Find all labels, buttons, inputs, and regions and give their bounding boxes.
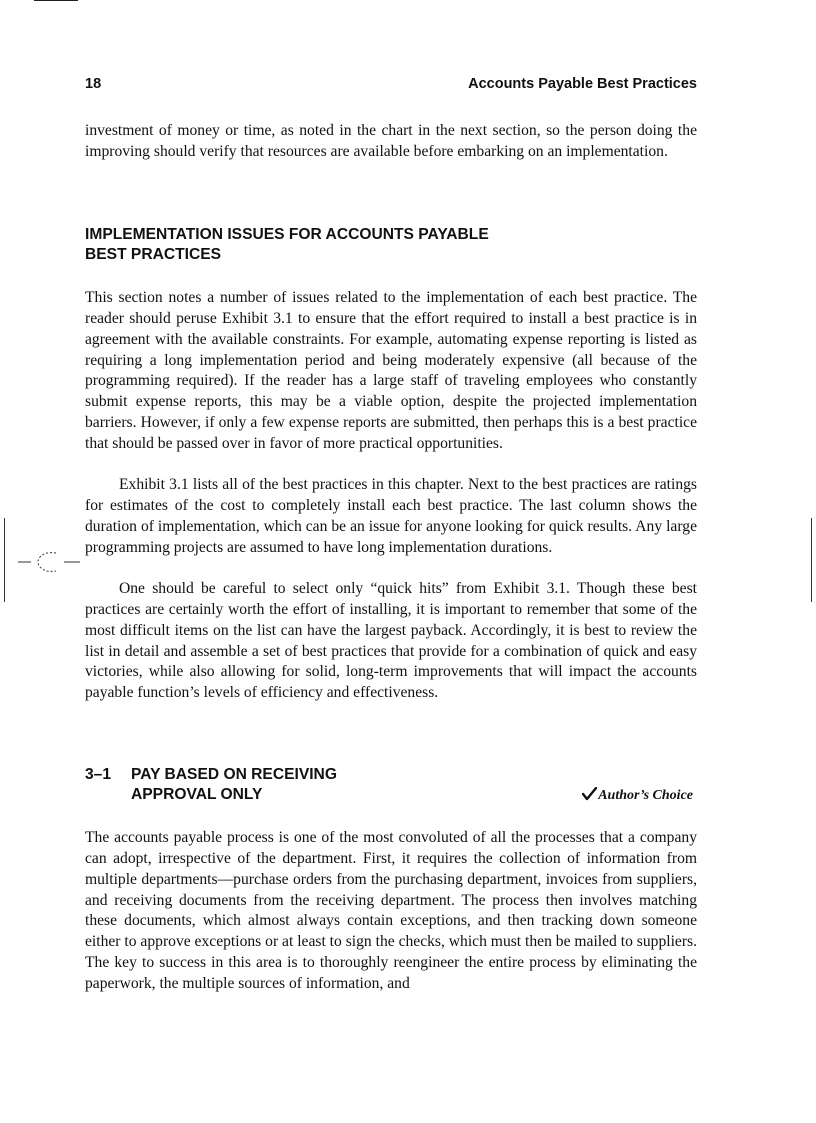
authors-choice-label: Author’s Choice [598,788,693,803]
check-icon [582,787,597,801]
section-3-1-heading [85,765,697,807]
implementation-paragraph-2: Exhibit 3.1 lists all of the best practices in this chapter. Next to the best practices are ratings for estimates of the cost to completely install each best practice. The last column shows the duration of implementation, which can be an issue for anyone looking for quick results. Any large programming projects are assumed to have long implementation durations. [85,476,697,556]
book-title: Accounts Payable Best Practices [468,76,697,92]
implementation-heading-line1: IMPLEMENTATION ISSUES FOR ACCOUNTS PAYABLE [85,226,489,243]
continuation-paragraph: investment of money or time, as noted in the chart in the next section, so the person doing the improving should verify that resources are available before embarking on an implementation. [85,122,697,160]
page-number: 18 [85,76,102,92]
section-title [131,765,431,805]
implementation-paragraph-3: One should be careful to select only “quick hits” from Exhibit 3.1. Though these best practices are certainly worth the effort of installing, it is important to remember that some of the most difficult items on the list can have the largest payback. Accordingly, it is best to review the list in detail and assemble a set of best practices that provide for a combination of quick and easy victories, while also allowing for solid, long-term improvements that will impact the accounts payable function’s levels of efficiency and effectiveness. [85,580,697,702]
section-title-line2: APPROVAL ONLY [131,786,263,803]
implementation-heading-line2: BEST PRACTICES [85,246,222,263]
right-margin-mark [811,518,812,602]
top-rule [34,0,78,1]
section-3-1-paragraph: The accounts payable process is one of the most convoluted of all the processes that a company can adopt, irrespective of the department. First, it requires the collection of information from multiple departments—purchase orders from the purchasing department, invoices from suppliers, and receiving documents from the receiving department. The process then involves matching these documents, which almost always contain exceptions, and then tracking down someone either to approve exceptions or at least to sign the checks, which must then be mailed to suppliers. The key to success in this area is to thoroughly reengineer the entire process by eliminating the paperwork, the multiple sources of information, and [85,829,697,992]
running-head [85,76,697,94]
authors-choice-badge [582,786,693,806]
section-number: 3–1 [85,766,112,783]
implementation-paragraph-1: This section notes a number of issues related to the implementation of each best practice. The reader should peruse Exhibit 3.1 to ensure that the effort required to install a best practice is in agreement with the available constraints. For example, automating expense reporting is listed as requiring a long implementation period and being moderately expensive (all because of the programming required). If the reader has a large staff of traveling employees who constantly submit expense reports, this may be a viable option, despite the projected implementation barriers. However, if only a few expense reports are submitted, then perhaps this is a best practice that should be passed over in favor of more practical opportunities. [85,289,697,452]
left-margin-mark [4,518,5,602]
section-title-line1: PAY BASED ON RECEIVING [131,766,337,783]
implementation-heading [85,225,645,265]
crop-mark-icon [18,545,80,579]
